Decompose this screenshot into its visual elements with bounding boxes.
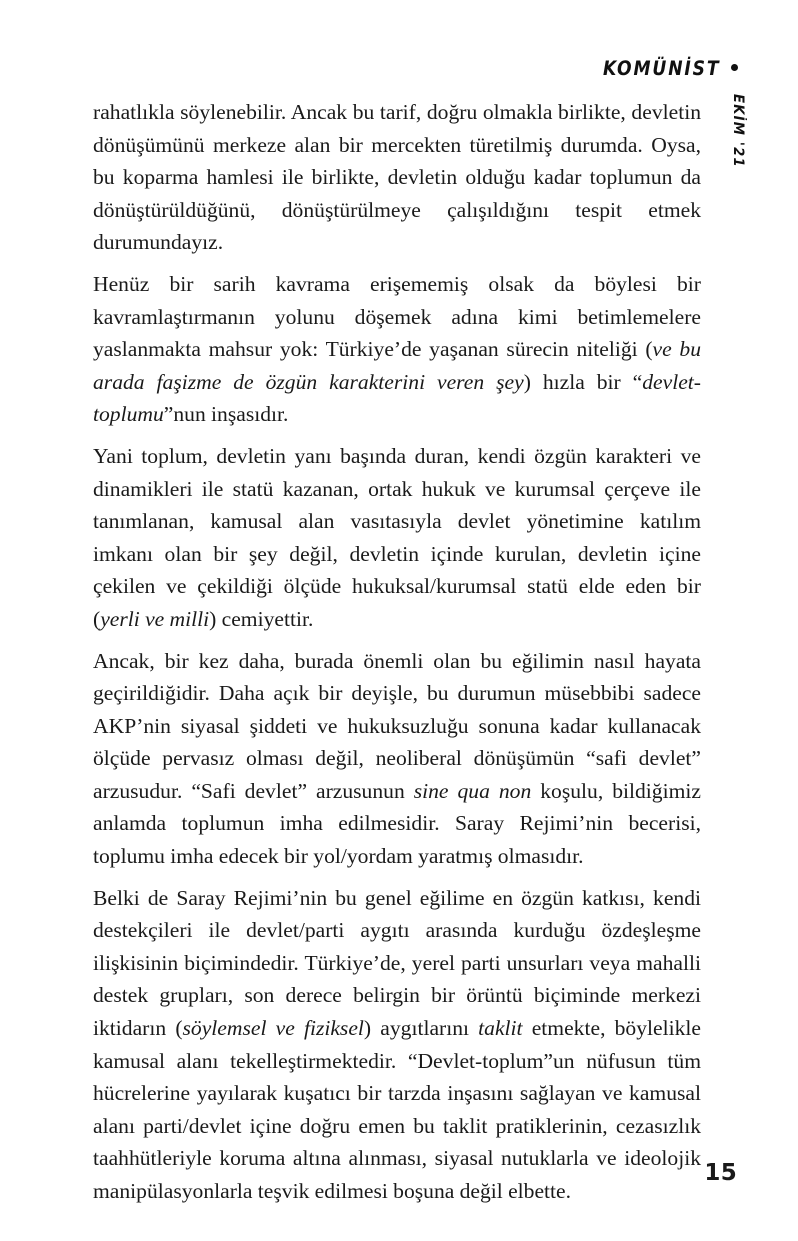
text-run: Henüz bir sarih kavrama erişememiş olsak da böylesi bir kavramlaştırmanın yolunu döşemek adına kimi betimlemelere yaslanmakta mahsur yok: Türkiye’de yaşanan sürecin niteliği ( xyxy=(93,271,701,362)
running-head xyxy=(587,57,738,80)
emphasis-run: devlet-toplumu xyxy=(93,369,701,427)
body-paragraph xyxy=(93,882,701,1208)
text-run: koşulu, bildiğimiz anlamda toplumun imha edilmesidir. Saray Rejimi’nin becerisi, toplumu imha edecek bir yol/yordam yaratmış olmasıdır. xyxy=(93,778,701,869)
body-paragraph xyxy=(93,96,701,259)
text-run: etmekte, böylelikle kamusal alanı tekelleştirmektedir. “Devlet-toplum”un nüfusun tüm hücrelerine yayılarak kuşatıcı bir tarzda inşasını sağlayan ve kamusal alanı parti/devlet içine doğru emen bu taklit pratiklerinin, cezasızlık taahhütleriyle koruma altına alınması, siyasal nutuklarla ve ideolojik manipülasyonlarla teşvik edilmesi boşuna değil elbette. xyxy=(93,1016,701,1203)
page-number: 15 xyxy=(704,1160,737,1186)
text-run: Yani toplum, devletin yanı başında duran, kendi özgün karakteri ve dinamikleri ile statü kazanan, ortak hukuk ve kurumsal çerçeve ile tanımlanan, kamusal alan vasıtasıyla devlet yönetimine katılım imkanı olan bir şey değil, devletin içinde kurulan, devletin içine çekilen ve çekildiği ölçüde hukuksal/kurumsal statü elde eden bir ( xyxy=(93,443,701,631)
running-head-title: KOMÜNİST xyxy=(602,57,720,80)
body-paragraph xyxy=(93,268,701,431)
emphasis-run: ve bu arada faşizme de özgün karakterini veren şey xyxy=(93,337,701,394)
text-run: ) aygıtlarını xyxy=(363,1016,479,1041)
emphasis-run: taklit xyxy=(478,1016,523,1041)
emphasis-run: söylemsel ve fiziksel xyxy=(182,1016,364,1041)
emphasis-run: yerli ve milli xyxy=(100,606,210,631)
emphasis-run: sine qua non xyxy=(413,778,532,803)
bullet-dot-icon xyxy=(731,64,738,71)
text-run: ”nun inşasıdır. xyxy=(163,402,289,427)
issue-date-label: EKİM '21 xyxy=(730,94,746,168)
text-run: Ancak, bir kez daha, burada önemli olan bu eğilimin nasıl hayata geçirildiğidir. Daha açık bir deyişle, bu durumun müsebbibi sadece AKP’nin siyasal şiddeti ve hukuksuzluğu sonuna kadar kullanacak ölçüde pervasız olması değil, neoliberal dönüşümün “safi devlet” arzusudur. “Safi devlet” arzusunun xyxy=(93,648,701,803)
text-run: rahatlıkla söylenebilir. Ancak bu tarif, doğru olmakla birlikte, devletin dönüşümünü merkeze alan bir mercekten türetilmiş durumda. Oysa, bu koparma hamlesi ile birlikte, devletin olduğu kadar toplumun da dönüştürüldüğünü, dönüştürülmeye çalışıldığını tespit etmek durumundayız. xyxy=(93,100,701,255)
body-text-block xyxy=(93,96,701,1208)
body-paragraph xyxy=(93,645,701,873)
text-run: ) cemiyettir. xyxy=(209,606,314,631)
body-paragraph xyxy=(93,440,701,636)
text-run: ) hızla bir “ xyxy=(523,369,643,394)
text-run: Belki de Saray Rejimi’nin bu genel eğilime en özgün katkısı, kendi destekçileri ile devlet/parti aygıtı arasında kurduğu özdeşleşme ilişkisinin biçimindedir. Türkiye’de, yerel parti unsurları veya mahalli destek grupları, son derece belirgin bir örüntü biçiminde merkezi iktidarın ( xyxy=(93,885,701,1041)
